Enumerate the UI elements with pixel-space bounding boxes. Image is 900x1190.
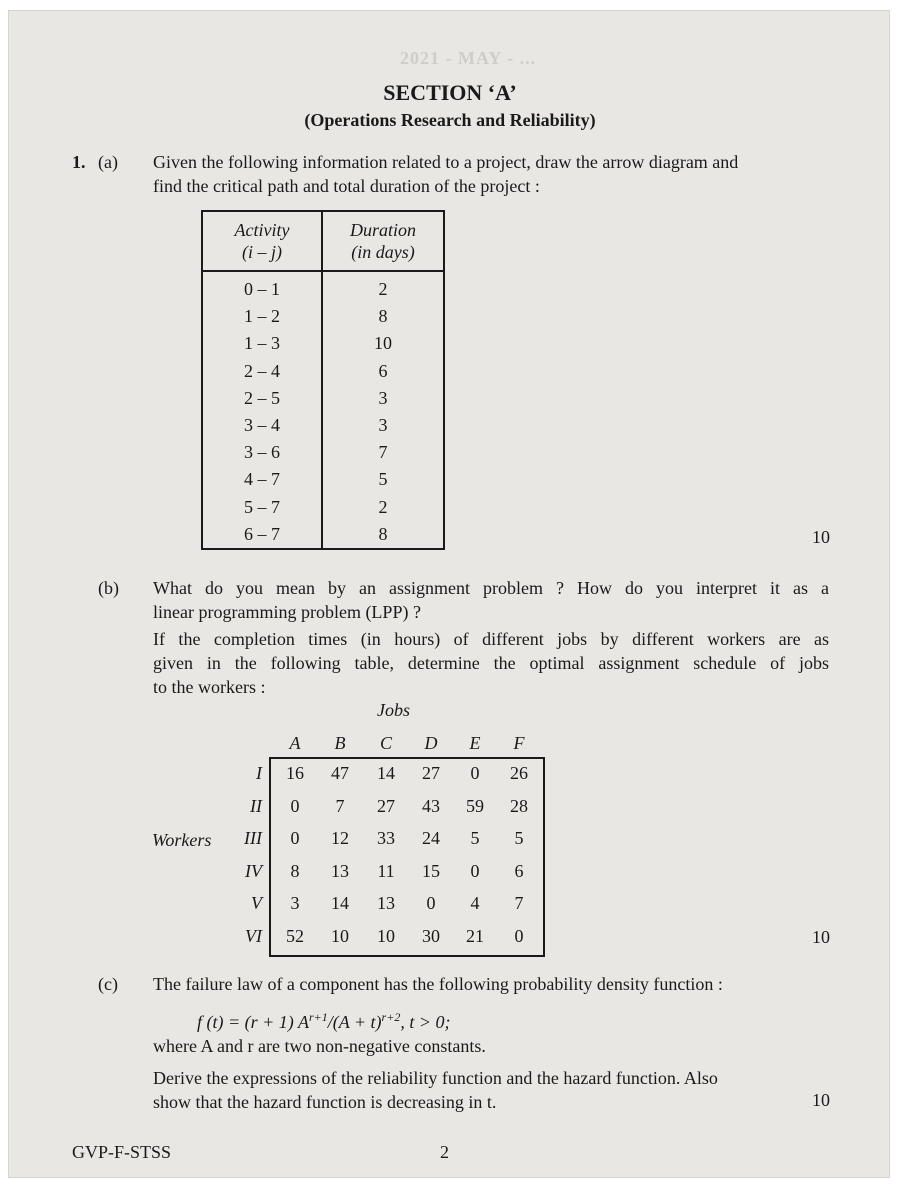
matrix-cell: 10 <box>377 926 395 946</box>
worker-row-label: V <box>251 893 262 913</box>
matrix-cell: 12 <box>331 828 349 848</box>
matrix-cell: 30 <box>422 926 440 946</box>
matrix-cell: 14 <box>377 763 395 783</box>
workers-label: Workers <box>152 830 212 850</box>
section-title: SECTION ‘A’ <box>383 80 517 105</box>
worker-row-label: IV <box>245 861 262 881</box>
matrix-cell: 7 <box>335 796 345 816</box>
part-c-label: (c) <box>98 974 118 994</box>
matrix-cell: 21 <box>466 926 484 946</box>
part-c-line4: show that the hazard function is decreasing in t. <box>153 1092 497 1112</box>
question-number: 1. <box>72 152 86 172</box>
matrix-cell: 4 <box>470 893 480 913</box>
activity-duration-table <box>201 210 445 550</box>
duration-cell: 6 <box>322 358 444 385</box>
job-col-header: B <box>334 733 346 753</box>
matrix-cell: 33 <box>377 828 395 848</box>
formula-exponent-2: r+2 <box>381 1010 401 1024</box>
faint-bleedthrough-header: 2021 - MAY - ... <box>400 48 537 68</box>
duration-cell: 2 <box>322 271 444 303</box>
part-b-label: (b) <box>98 578 119 598</box>
activity-header <box>202 211 322 271</box>
activity-cell: 0 – 1 <box>202 271 322 303</box>
activity-cell: 6 – 7 <box>202 521 322 549</box>
part-c-line2: where A and r are two non-negative constants. <box>153 1036 486 1056</box>
matrix-cell: 15 <box>422 861 440 881</box>
activity-cell: 1 – 2 <box>202 303 322 330</box>
part-b-line1: What do you mean by an assignment problem ? How do you interpret it as a <box>153 578 829 598</box>
duration-cell: 8 <box>322 521 444 549</box>
activity-cell: 4 – 7 <box>202 466 322 493</box>
paper-code: GVP-F-STSS <box>72 1142 172 1162</box>
matrix-cell: 0 <box>470 861 480 881</box>
job-col-header: D <box>424 733 438 753</box>
matrix-cell: 16 <box>286 763 304 783</box>
jobs-label: Jobs <box>377 700 410 720</box>
matrix-cell: 0 <box>514 926 524 946</box>
table-row <box>202 439 444 466</box>
matrix-cell: 43 <box>422 796 440 816</box>
duration-cell: 8 <box>322 303 444 330</box>
table-row <box>202 358 444 385</box>
formula-rhs: , t > 0; <box>400 1012 451 1032</box>
worker-row-label: II <box>250 796 262 816</box>
duration-header-line1: Duration <box>349 220 416 240</box>
duration-cell: 7 <box>322 439 444 466</box>
job-col-header: A <box>289 733 301 753</box>
matrix-cell: 47 <box>331 763 349 783</box>
matrix-cell: 7 <box>514 893 524 913</box>
part-a-line2: find the critical path and total duration of the project : <box>153 176 540 196</box>
table-row <box>202 385 444 412</box>
part-b-line2: linear programming problem (LPP) ? <box>153 602 421 622</box>
job-col-header: C <box>379 733 392 753</box>
part-a-line1: Given the following information related to a project, draw the arrow diagram and <box>153 152 739 172</box>
matrix-cell: 13 <box>331 861 349 881</box>
duration-header-line2: (in days) <box>351 242 415 262</box>
part-b-line3: If the completion times (in hours) of different jobs by different workers are as <box>153 629 829 649</box>
part-c-line1: The failure law of a component has the following probability density function : <box>153 974 723 994</box>
table-row <box>202 412 444 439</box>
matrix-cell: 11 <box>377 861 395 881</box>
matrix-cell: 6 <box>514 861 524 881</box>
activity-cell: 1 – 3 <box>202 330 322 357</box>
matrix-cell: 28 <box>510 796 528 816</box>
duration-cell: 3 <box>322 385 444 412</box>
worker-row-label: I <box>256 763 262 783</box>
matrix-cell: 26 <box>510 763 528 783</box>
worker-row-label: III <box>244 828 262 848</box>
duration-cell: 10 <box>322 330 444 357</box>
matrix-cell: 0 <box>290 828 300 848</box>
part-c-line3: Derive the expressions of the reliability function and the hazard function. Also <box>153 1068 718 1088</box>
table-row <box>202 271 444 303</box>
formula-mid: /(A + t) <box>327 1012 382 1032</box>
table-row <box>202 330 444 357</box>
part-b-line5: to the workers : <box>153 677 266 697</box>
part-a-marks: 10 <box>812 527 830 547</box>
pdf-formula <box>197 1005 450 1034</box>
formula-lhs: f (t) = (r + 1) A <box>197 1012 309 1032</box>
part-c-marks: 10 <box>812 1090 830 1110</box>
formula-exponent-1: r+1 <box>308 1010 328 1024</box>
matrix-cell: 3 <box>290 893 300 913</box>
matrix-cell: 27 <box>422 763 440 783</box>
activity-cell: 3 – 6 <box>202 439 322 466</box>
activity-header-line1: Activity <box>234 220 290 240</box>
section-subtitle: (Operations Research and Reliability) <box>304 110 596 130</box>
matrix-cell: 0 <box>290 796 300 816</box>
duration-cell: 5 <box>322 466 444 493</box>
table-row <box>202 466 444 493</box>
activity-cell: 2 – 4 <box>202 358 322 385</box>
activity-header-line2: (i – j) <box>242 242 282 262</box>
activity-cell: 2 – 5 <box>202 385 322 412</box>
part-b-marks: 10 <box>812 927 830 947</box>
duration-cell: 2 <box>322 494 444 521</box>
matrix-cell: 8 <box>290 861 300 881</box>
duration-cell: 3 <box>322 412 444 439</box>
matrix-cell: 13 <box>377 893 395 913</box>
activity-cell: 3 – 4 <box>202 412 322 439</box>
matrix-cell: 5 <box>470 828 480 848</box>
matrix-cell: 10 <box>331 926 349 946</box>
table-row <box>202 521 444 549</box>
activity-cell: 5 – 7 <box>202 494 322 521</box>
table-row <box>202 494 444 521</box>
part-b-line4: given in the following table, determine the optimal assignment schedule of jobs <box>153 653 829 673</box>
matrix-cell: 24 <box>422 828 440 848</box>
worker-row-label: VI <box>245 926 262 946</box>
matrix-cell: 0 <box>426 893 436 913</box>
matrix-cell: 5 <box>514 828 524 848</box>
matrix-cell: 59 <box>466 796 484 816</box>
matrix-cell: 0 <box>470 763 480 783</box>
matrix-cell: 52 <box>286 926 304 946</box>
job-col-header: E <box>469 733 481 753</box>
matrix-cell: 27 <box>377 796 395 816</box>
duration-header <box>322 211 444 271</box>
matrix-cell: 14 <box>331 893 349 913</box>
page-number: 2 <box>440 1142 449 1162</box>
job-col-header: F <box>513 733 525 753</box>
part-a-label: (a) <box>98 152 118 172</box>
table-row <box>202 303 444 330</box>
